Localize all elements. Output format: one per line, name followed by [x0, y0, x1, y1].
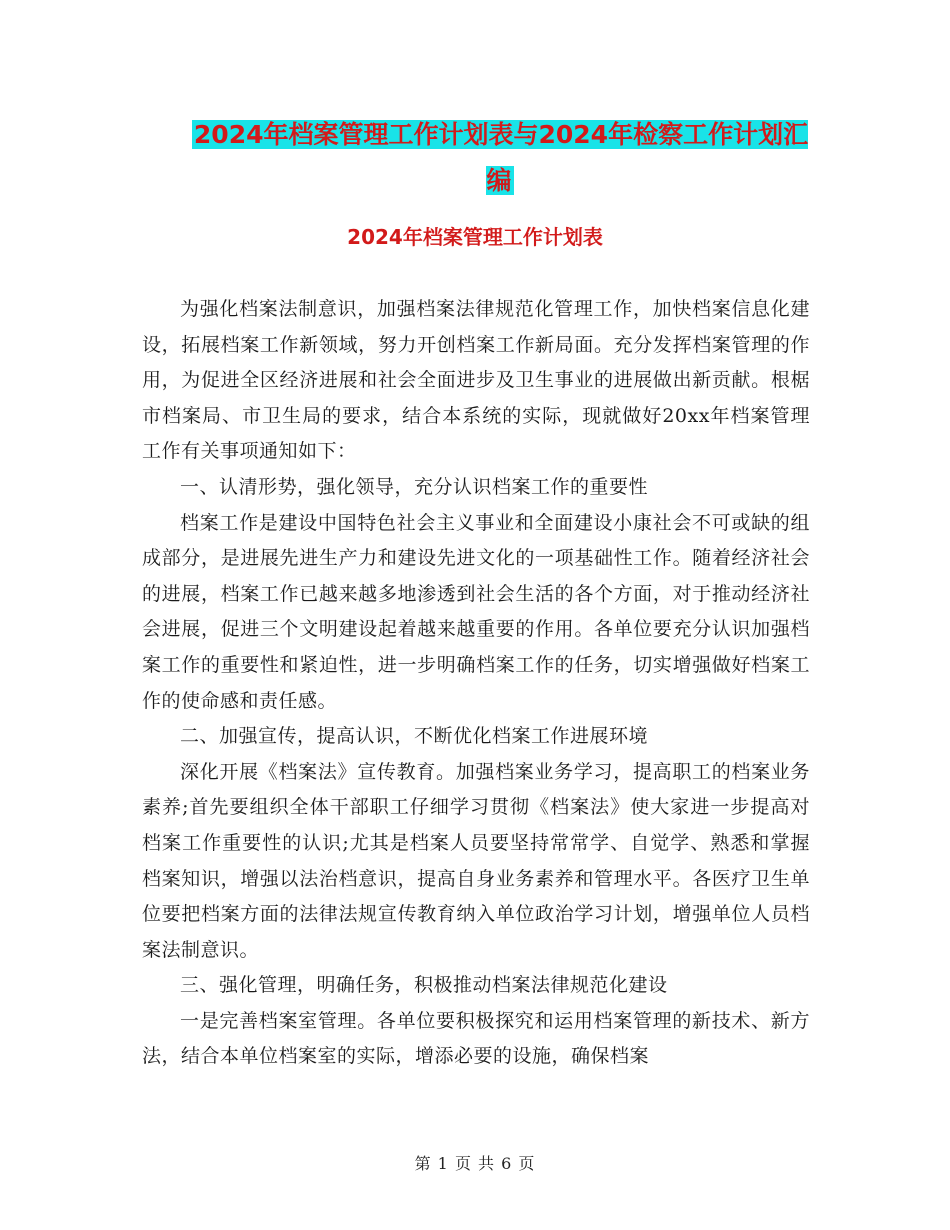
paragraph-3: 一是完善档案室管理。各单位要积极探究和运用档案管理的新技术、新方法，结合本单位档案室的实际，增添必要的设施，确保档案: [142, 1009, 810, 1068]
paragraph-2: 深化开展《档案法》宣传教育。加强档案业务学习，提高职工的档案业务素养;首先要组织全体干部职工仔细学习贯彻《档案法》使大家进一步提高对档案工作重要性的认识;尤其是档案人员要坚持常常学、自觉学、熟悉和掌握档案知识，增强以法治档意识，提高自身业务素养和管理水平。各医疗卫生单位要把档案方面的法律法规宣传教育纳入单位政治学习计划，增强单位人员档案法制意识。: [142, 760, 810, 961]
heading-1: 一、认清形势，强化领导，充分认识档案工作的重要性: [180, 475, 649, 498]
document-title-highlight: 2024年档案管理工作计划表与2024年检察工作计划汇编: [193, 120, 809, 195]
document-title: [180, 112, 820, 204]
document-body: [142, 292, 810, 1075]
heading-3: 三、强化管理，明确任务，积极推动档案法律规范化建设: [180, 974, 668, 997]
heading-2: 二、加强宣传，提高认识，不断优化档案工作进展环境: [180, 725, 649, 748]
section-title: 2024年档案管理工作计划表: [347, 225, 603, 249]
paragraph-intro: 为强化档案法制意识，加强档案法律规范化管理工作，加快档案信息化建设，拓展档案工作新领域，努力开创档案工作新局面。充分发挥档案管理的作用，为促进全区经济进展和社会全面进步及卫生事业的进展做出新贡献。根椐市档案局、市卫生局的要求，结合本系统的实际，现就做好20xx年档案管理工作有关事项通知如下：: [142, 298, 810, 463]
paragraph-1: 档案工作是建设中国特色社会主义事业和全面建设小康社会不可或缺的组成部分，是进展先进生产力和建设先进文化的一项基础性工作。随着经济社会的进展，档案工作已越来越多地渗透到社会生活的各个方面，对于推动经济社会进展，促进三个文明建设起着越来越重要的作用。各单位要充分认识加强档案工作的重要性和紧迫性，进一步明确档案工作的任务，切实增强做好档案工作的使命感和责任感。: [142, 511, 810, 712]
page-footer: 第 1 页 共 6 页: [414, 1154, 536, 1173]
